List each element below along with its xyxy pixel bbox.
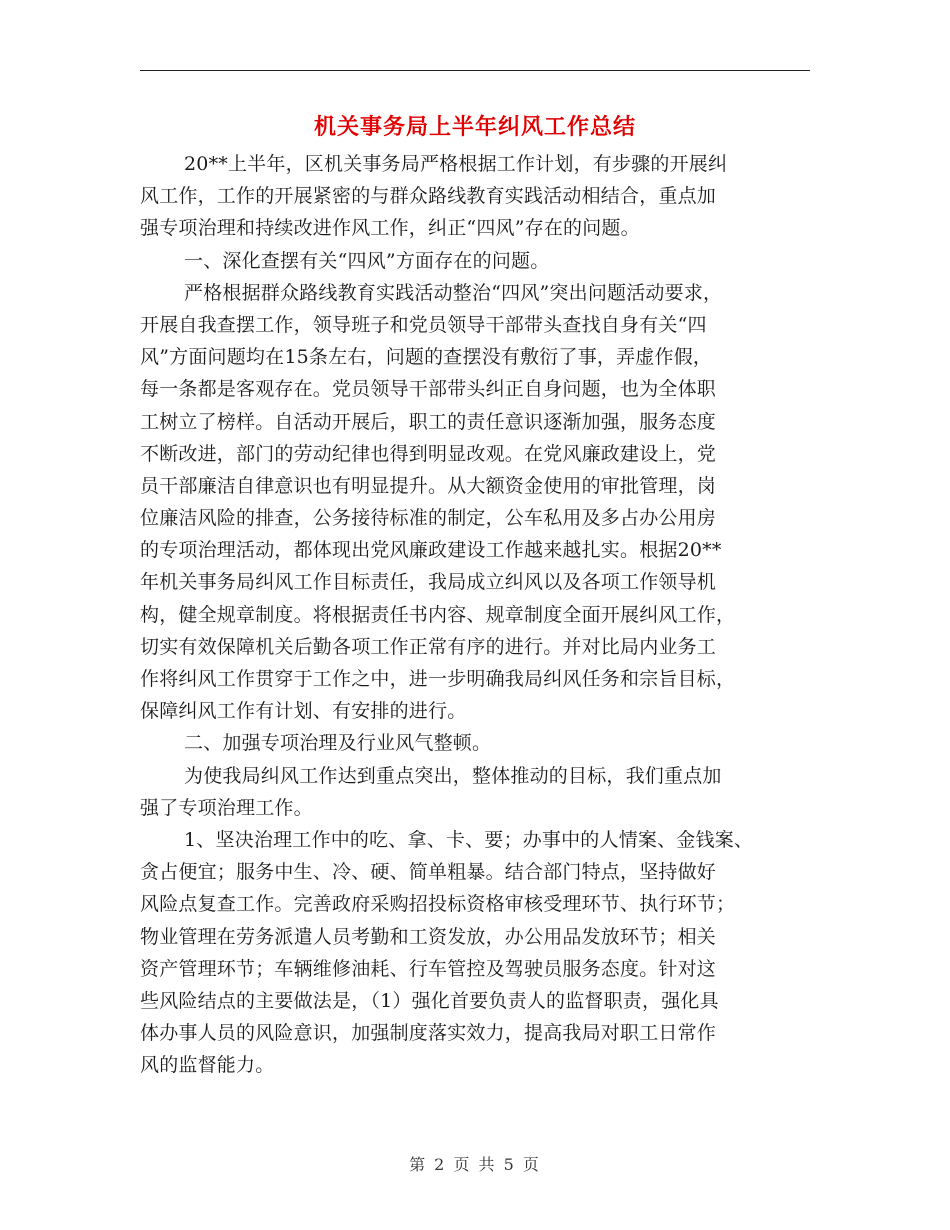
- body-line: 开展自我查摆工作，领导班子和党员领导干部带头查找自身有关“四: [140, 313, 707, 336]
- body-line: 为使我局纠风工作达到重点突出，整体推动的目标，我们重点加: [184, 764, 722, 787]
- body-line: 位廉洁风险的排查，公务接待标准的制定，公车私用及多占办公用房: [140, 507, 717, 530]
- body-line: 工树立了榜样。自活动开展后，职工的责任意识逐渐加强，服务态度: [140, 410, 717, 433]
- body-line: 构，健全规章制度。将根据责任书内容、规章制度全面开展纠风工作，: [140, 603, 736, 626]
- body-line: 物业管理在劳务派遣人员考勤和工资发放，办公用品发放环节；相关: [140, 925, 717, 948]
- body-line: 风的监督能力。: [140, 1054, 275, 1077]
- body-line: 20**上半年，区机关事务局严格根据工作计划，有步骤的开展纠: [184, 153, 728, 175]
- section-heading: 一、深化查摆有关“四风”方面存在的问题。: [184, 249, 550, 272]
- body-line: 严格根据群众路线教育实践活动整治“四风”突出问题活动要求，: [184, 281, 723, 304]
- body-line: 员干部廉洁自律意识也有明显提升。从大额资金使用的审批管理，岗: [140, 474, 717, 497]
- body-line: 风险点复查工作。完善政府采购招投标资格审核受理环节、执行环节；: [140, 893, 736, 916]
- body-line: 1、坚决治理工作中的吃、拿、卡、要；办事中的人情案、金钱案、: [184, 828, 754, 851]
- body-line: 强了专项治理工作。: [140, 796, 313, 819]
- body-line: 资产管理环节；车辆维修油耗、行车管控及驾驶员服务态度。针对这: [140, 957, 717, 980]
- body-line: 的专项治理活动，都体现出党风廉政建设工作越来越扎实。根据20**: [140, 539, 722, 562]
- body-line: 体办事人员的风险意识，加强制度落实效力，提高我局对职工日常作: [140, 1022, 717, 1045]
- body-line: 年机关事务局纠风工作目标责任，我局成立纠风以及各项工作领导机: [140, 571, 717, 594]
- body-line: 不断改进，部门的劳动纪律也得到明显改观。在党风廉政建设上，党: [140, 442, 717, 465]
- body-line: 切实有效保障机关后勤各项工作正常有序的进行。并对比局内业务工: [140, 635, 717, 658]
- body-line: 强专项治理和持续改进作风工作，纠正“四风”存在的问题。: [140, 217, 640, 240]
- page-number: 第 2 页 共 5 页: [409, 1155, 541, 1174]
- document-body: [140, 148, 810, 1081]
- body-line: 风”方面问题均在15条左右，问题的查摆没有敷衍了事，弄虚作假，: [140, 346, 713, 369]
- body-line: 风工作，工作的开展紧密的与群众路线教育实践活动相结合，重点加: [140, 185, 717, 208]
- body-line: 作将纠风工作贯穿于工作之中，进一步明确我局纠风任务和宗旨目标，: [140, 668, 736, 690]
- document-title: 机关事务局上半年纠风工作总结: [313, 114, 636, 140]
- body-line: 贪占便宜；服务中生、冷、硬、简单粗暴。结合部门特点，坚持做好: [140, 861, 717, 884]
- body-line: 些风险结点的主要做法是，（1）强化首要负责人的监督职责，强化具: [140, 989, 719, 1012]
- body-line: 每一条都是客观存在。党员领导干部带头纠正自身问题，也为全体职: [140, 378, 717, 401]
- body-line: 保障纠风工作有计划、有安排的进行。: [140, 700, 467, 723]
- header-rule: [140, 70, 810, 71]
- section-heading: 二、加强专项治理及行业风气整顿。: [184, 732, 492, 755]
